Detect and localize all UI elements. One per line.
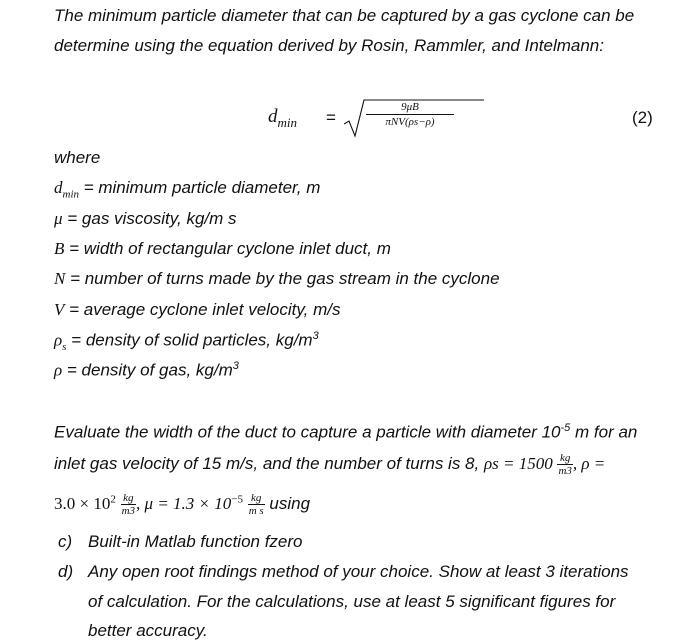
intro-line-2: determine using the equation derived by Rosin, Rammler, and Intelmann: (54, 36, 604, 55)
problem-line-2: inlet gas velocity of 15 m/s, and the number of turns is 8, ρs = 1500 $\frac{kg}{m3}$ , ρ = (54, 452, 606, 477)
definition-mu: μ = gas viscosity, kg/m s (54, 209, 237, 228)
equation-equals: = (326, 108, 336, 127)
definition-b: B = width of rectangular cyclone inlet duct, m (54, 239, 391, 258)
definition-v: V = average cyclone inlet velocity, m/s (54, 300, 341, 319)
task-d: d) Any open root findings method of your choice. Show at least 3 iterations (58, 562, 629, 581)
definition-n: N = number of turns made by the gas stream in the cyclone (54, 269, 500, 288)
definition-dmin: $d_{min}$ = minimum particle diameter, m (54, 178, 321, 201)
equation-denominator: πNV(ρs−ρ) (366, 114, 454, 129)
equation-number: (2) (632, 108, 653, 127)
task-d-continuation-2: better accuracy. (88, 621, 208, 640)
equation-lhs: $d_{min}$ (268, 106, 297, 130)
task-d-continuation-1: of calculation. For the calculations, use at least 5 significant figures for (88, 592, 616, 611)
intro-line-1: The minimum particle diameter that can be captured by a gas cyclone can be (54, 6, 635, 25)
task-c: c) Built-in Matlab function fzero (58, 532, 303, 551)
unit-fraction-kg-m3: $\frac{kg}{m3}$ (558, 452, 572, 477)
equation-fraction (366, 100, 454, 129)
equation-numerator: 9μB (401, 101, 419, 113)
problem-line-1: Evaluate the width of the duct to capture a particle with diameter $10^{-5}$ m for an (54, 422, 638, 442)
unit-fraction-kg-ms: $\frac{kg}{\text{m s}}$ (248, 492, 264, 517)
unit-fraction-kg-m3-2: $\frac{kg}{m3}$ (121, 492, 136, 517)
where-label: where (54, 148, 101, 167)
definition-rho-s: $\rho_s$ = density of solid particles, $kg/m^3$ (54, 330, 319, 354)
definition-rho: ρ = density of gas, $kg/m^3$ (54, 360, 239, 380)
problem-line-3: $3.0 \times 10^2$ $\frac{kg}{m3}$ , $\mu = 1.3 \times 10^{-5}$ $\frac{kg}{\text{m s}}$ using (54, 492, 311, 517)
